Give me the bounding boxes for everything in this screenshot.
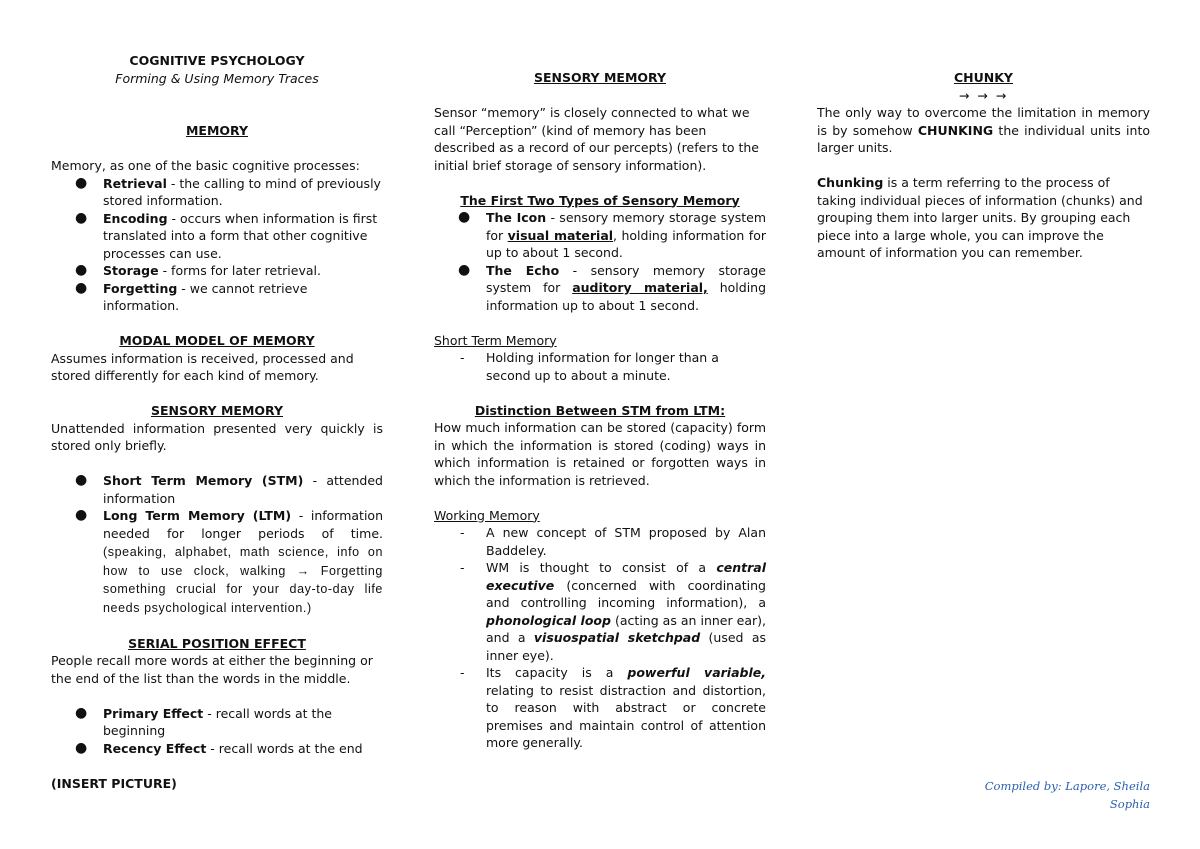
sensory-memory-heading: SENSORY MEMORY bbox=[150, 403, 283, 418]
list-item: ● Long Term Memory (LTM) - information needed for longer periods of time. (speaking, alphabet, math science, info on how to use clock, walking → Forgetting something crucial for your day-to-day life needs psychological intervention.) bbox=[51, 507, 383, 617]
working-memory-heading: Working Memory bbox=[434, 507, 540, 523]
serial-position-text: People recall more words at either the beginning or the end of the list than the words in the middle. bbox=[51, 653, 373, 686]
sensory-types-heading: The First Two Types of Sensory Memory bbox=[460, 192, 740, 208]
list-item: ● Storage - forms for later retrieval. bbox=[51, 262, 383, 280]
chunky-heading: CHUNKY bbox=[954, 70, 1013, 85]
list-item: ● Retrieval - the calling to mind of previously stored information. bbox=[51, 175, 383, 210]
modal-model-text: Assumes information is received, processed and stored differently for each kind of memory. bbox=[51, 350, 354, 383]
list-item: ● Forgetting - we cannot retrieve information. bbox=[51, 280, 383, 315]
sensory-memory-text: Unattended information presented very quickly is stored only briefly. bbox=[51, 420, 383, 453]
sensory-types-list bbox=[434, 209, 766, 314]
list-item: ● The Icon - sensory memory storage system for visual material, holding information for up to about 1 second. bbox=[434, 209, 766, 262]
distinction-heading: Distinction Between STM from LTM: bbox=[474, 402, 726, 418]
list-item: - A new concept of STM proposed by Alan Baddeley. bbox=[434, 524, 766, 559]
stm-list bbox=[434, 349, 766, 384]
serial-effects-list bbox=[51, 705, 383, 758]
list-item: ● Encoding - occurs when information is first translated into a form that other cognitive processes can use. bbox=[51, 210, 383, 263]
column-3 bbox=[817, 69, 1150, 262]
list-item: - Holding information for longer than a second up to about a minute. bbox=[434, 349, 766, 384]
compiler-signature: Compiled by: Lapore, Sheila Sophia bbox=[984, 779, 1150, 811]
arrows-decoration: → → → bbox=[958, 87, 1009, 103]
document-subtitle: Forming & Using Memory Traces bbox=[115, 70, 319, 86]
chunking-paragraph-2: Chunking is a term referring to the process of taking individual pieces of information (chunks) and grouping them into larger units. By grouping each piece into a large whole, you can improve the amount of information you can remember. bbox=[817, 175, 1143, 260]
document-title: COGNITIVE PSYCHOLOGY bbox=[129, 53, 305, 68]
list-item: ● Short Term Memory (STM) - attended information bbox=[51, 472, 383, 507]
memory-list bbox=[51, 175, 383, 315]
distinction-text: How much information can be stored (capacity) form in which the information is stored (coding) ways in which information is retained or forgotten ways in which the information is retrieved. bbox=[434, 420, 766, 488]
working-memory-list bbox=[434, 524, 766, 752]
sensory-memory-heading-2: SENSORY MEMORY bbox=[533, 70, 666, 85]
chunking-paragraph-1: The only way to overcome the limitation in memory is by somehow CHUNKING the individual units into larger units. bbox=[817, 105, 1151, 155]
stm-heading: Short Term Memory bbox=[434, 332, 557, 348]
column-2 bbox=[434, 69, 766, 752]
list-item: - Its capacity is a powerful variable, relating to resist distraction and distortion, to reason with abstract or concrete premises and maintain control of attention more generally. bbox=[434, 664, 766, 752]
list-item: ● The Echo - sensory memory storage system for auditory material, holding information up to about 1 second. bbox=[434, 262, 766, 315]
sensory-intro: Sensor “memory” is closely connected to what we call “Perception” (kind of memory has been described as a record of our percepts) (refers to the initial brief storage of sensory information). bbox=[434, 105, 759, 173]
memory-intro: Memory, as one of the basic cognitive processes: bbox=[51, 158, 360, 173]
list-item: - WM is thought to consist of a central executive (concerned with coordinating and controlling incoming information), a phonological loop (acting as an inner ear), and a visuospatial sketchpad (used as inner eye). bbox=[434, 559, 766, 664]
list-item: ● Recency Effect - recall words at the end bbox=[51, 740, 383, 758]
memory-types-list bbox=[51, 472, 383, 617]
memory-heading: MEMORY bbox=[185, 123, 249, 138]
serial-position-heading: SERIAL POSITION EFFECT bbox=[128, 635, 306, 651]
column-1 bbox=[51, 52, 383, 792]
modal-model-heading: MODAL MODEL OF MEMORY bbox=[119, 333, 315, 348]
list-item: ● Primary Effect - recall words at the beginning bbox=[51, 705, 383, 740]
insert-picture-placeholder: (INSERT PICTURE) bbox=[51, 775, 177, 791]
